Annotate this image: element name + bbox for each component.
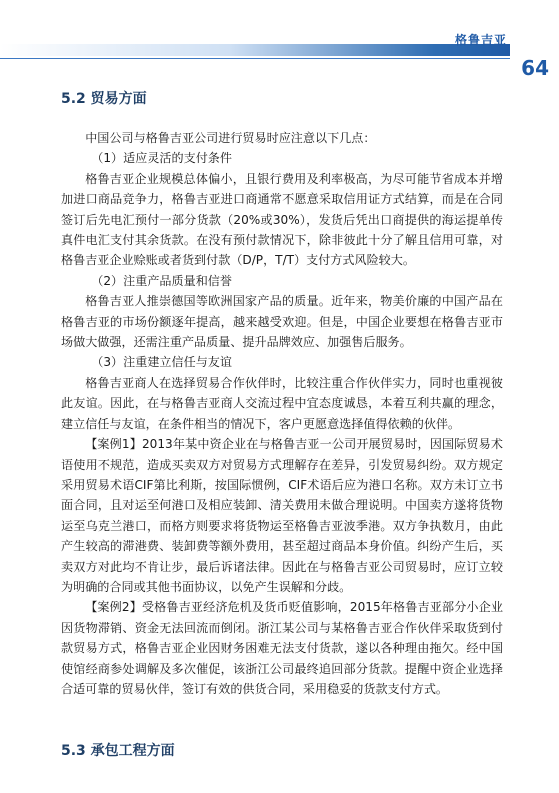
running-header-country: 格鲁吉亚: [454, 33, 507, 47]
header-rule: [0, 58, 510, 59]
case1-paragraph: 【案例1】2013年某中资企业在与格鲁吉亚一公司开展贸易时，因国际贸易术语使用不规范，造成买卖双方对贸易方式理解存在差异，引发贸易纠纷。双方规定采用贸易术语CIF第比利斯，按国际惯例，CIF术语后应为港口名称。双方未订立书面合同，且对运至何港口及相应装卸、清关费用未做合理说明。中国卖方遂将货物运至乌克兰港口，而格方则要求将货物运至格鲁吉亚波季港。双方争执数月，由此产生较高的滞港费、装卸费等额外费用，甚至超过商品本身价值。纠纷产生后，买卖双方对此均不肯让步，最后诉诸法律。因此在与格鲁吉亚公司贸易时，应订立较为明确的合同或其他书面协议，以免产生误解和分歧。: [61, 437, 503, 594]
item3-body: 格鲁吉亚商人在选择贸易合作伙伴时，比较注重合作伙伴实力，同时也重视彼此友谊。因此，在与格鲁吉亚商人交流过程中宜态度诚恳，本着互利共赢的理念，建立信任与友谊，在条件相当的情况下，客户更愿意选择值得依赖的伙伴。: [61, 375, 503, 431]
item3-title: （3）注重建立信任与友谊: [91, 355, 232, 370]
item1-title: （1）适应灵活的支付条件: [91, 151, 232, 166]
intro-paragraph: 中国公司与格鲁吉亚公司进行贸易时应注意以下几点：: [85, 131, 376, 145]
section-body-trade: [61, 128, 503, 699]
item1-body: 格鲁吉亚企业规模总体偏小，且银行费用及利率极高，为尽可能节省成本并增加进口商品竞争力，格鲁吉亚进口商通常不愿意采取信用证方式结算，而是在合同签订后先电汇预付一部分货款（20%或30%），发货后凭出口商提供的海运提单传真件电汇支付其余货款。在没有预付款情况下，除非彼此十分了解且信用可靠，对格鲁吉亚企业赊账或者货到付款（D/P，T/T）支付方式风险较大。: [61, 171, 503, 268]
section-heading-trade: 5.2 贸易方面: [61, 91, 147, 107]
section-heading-contracting: 5.3 承包工程方面: [61, 743, 175, 759]
page-number: 64: [521, 56, 549, 80]
header-band: [0, 44, 510, 56]
item2-title: （2）注重产品质量和信誉: [91, 273, 232, 288]
item2-body: 格鲁吉亚人推崇德国等欧洲国家产品的质量。近年来，物美价廉的中国产品在格鲁吉亚的市场份额逐年提高，越来越受欢迎。但是，中国企业要想在格鲁吉亚市场做大做强，还需注重产品质量、提升品牌效应、加强售后服务。: [61, 294, 503, 350]
case2-paragraph: 【案例2】受格鲁吉亚经济危机及货币贬值影响，2015年格鲁吉亚部分小企业因货物滞销、资金无法回流而倒闭。浙江某公司与某格鲁吉亚合作伙伴采取货到付款贸易方式，格鲁吉亚企业因财务困难无法支付货款，遂以各种理由拖欠。经中国使馆经商参处调解及多次催促，该浙江公司最终追回部分货款。提醒中资企业选择合适可靠的贸易伙伴，签订有效的供货合同，采用稳妥的货款支付方式。: [61, 600, 503, 696]
